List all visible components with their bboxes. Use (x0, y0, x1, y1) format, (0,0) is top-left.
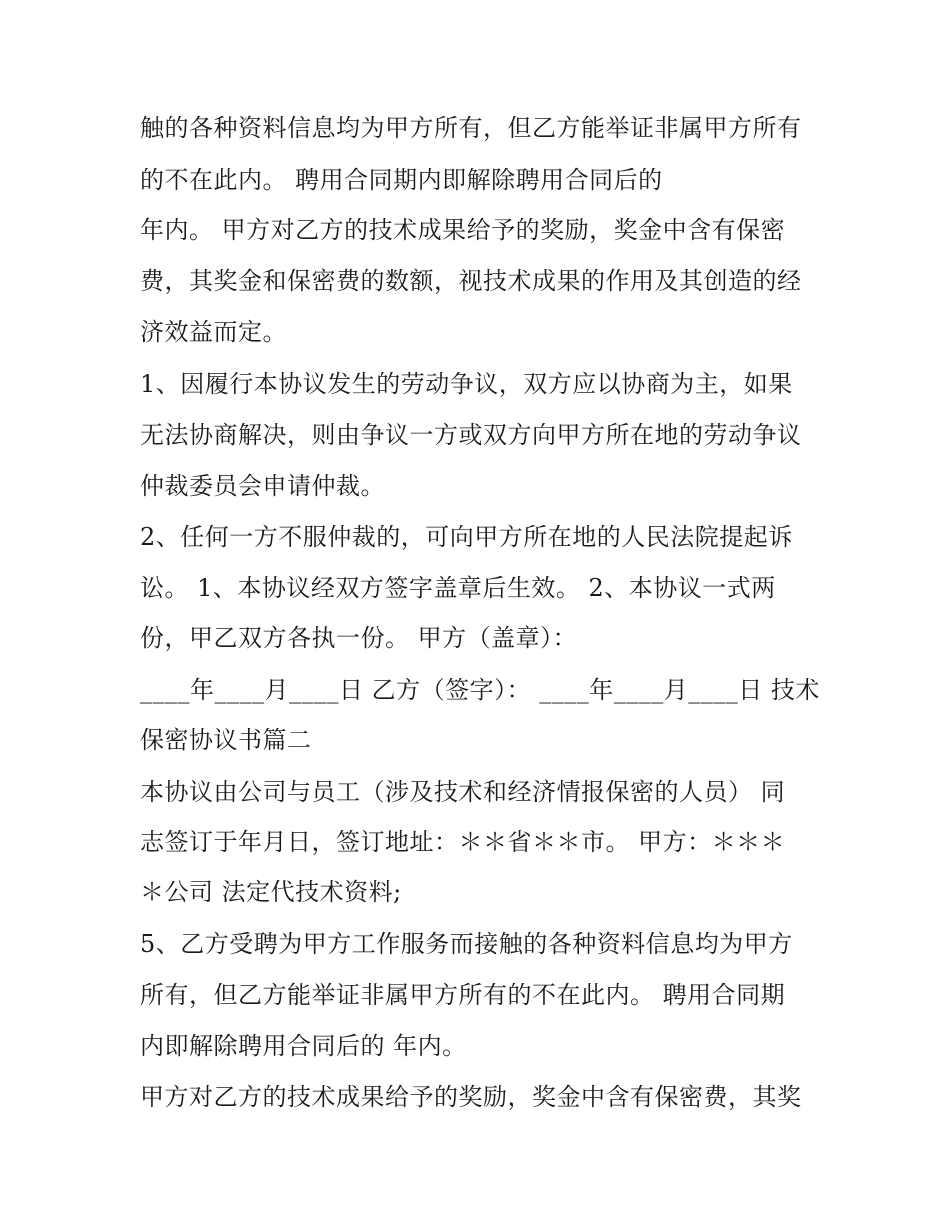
text-line: 费，其奖金和保密费的数额，视技术成果的作用及其创造的经 (140, 267, 802, 295)
text-line: 济效益而定。 (140, 318, 287, 346)
text-line: 份，甲乙双方各执一份。 甲方（盖章）： (140, 624, 578, 652)
text-line: 的不在此内。 聘用合同期内即解除聘用合同后的 (140, 166, 663, 194)
text-line: 年内。 甲方对乙方的技术成果给予的奖励，奖金中含有保密 (140, 216, 786, 244)
text-line: ＊公司 法定代技术资料; (140, 878, 402, 906)
text-line: 甲方对乙方的技术成果给予的奖励，奖金中含有保密费，其奖 (140, 1083, 802, 1111)
text-line: 本协议由公司与员工（涉及技术和经济情报保密的人员） 同 (140, 778, 786, 806)
text-line: 无法协商解决，则由争议一方或双方向甲方所在地的劳动争议 (140, 421, 802, 449)
text-line: 2、任何一方不服仲裁的，可向甲方所在地的人民法院提起诉 (140, 523, 793, 551)
section-heading: 保密协议书篇二 (140, 726, 312, 754)
text-line: 所有，但乙方能举证非属甲方所有的不在此内。 聘用合同期 (140, 981, 786, 1009)
text-line: 触的各种资料信息均为甲方所有，但乙方能举证非属甲方所有 (140, 114, 802, 142)
text-line: 仲裁委员会申请仲裁。 (140, 472, 385, 500)
text-line: 讼。 1、本协议经双方签字盖章后生效。 2、本协议一式两 (140, 574, 776, 602)
text-line: ____年____月____日 乙方（签字）： ____年____月____日 技术 (140, 676, 820, 704)
text-line: 内即解除聘用合同后的 年内。 (140, 1032, 467, 1060)
text-line: 5、乙方受聘为甲方工作服务而接触的各种资料信息均为甲方 (140, 930, 793, 958)
text-line: 1、因履行本协议发生的劳动争议，双方应以协商为主，如果 (140, 370, 793, 398)
text-line: 志签订于年月日，签订地址：＊＊省＊＊市。 甲方：＊＊＊ (140, 828, 786, 856)
